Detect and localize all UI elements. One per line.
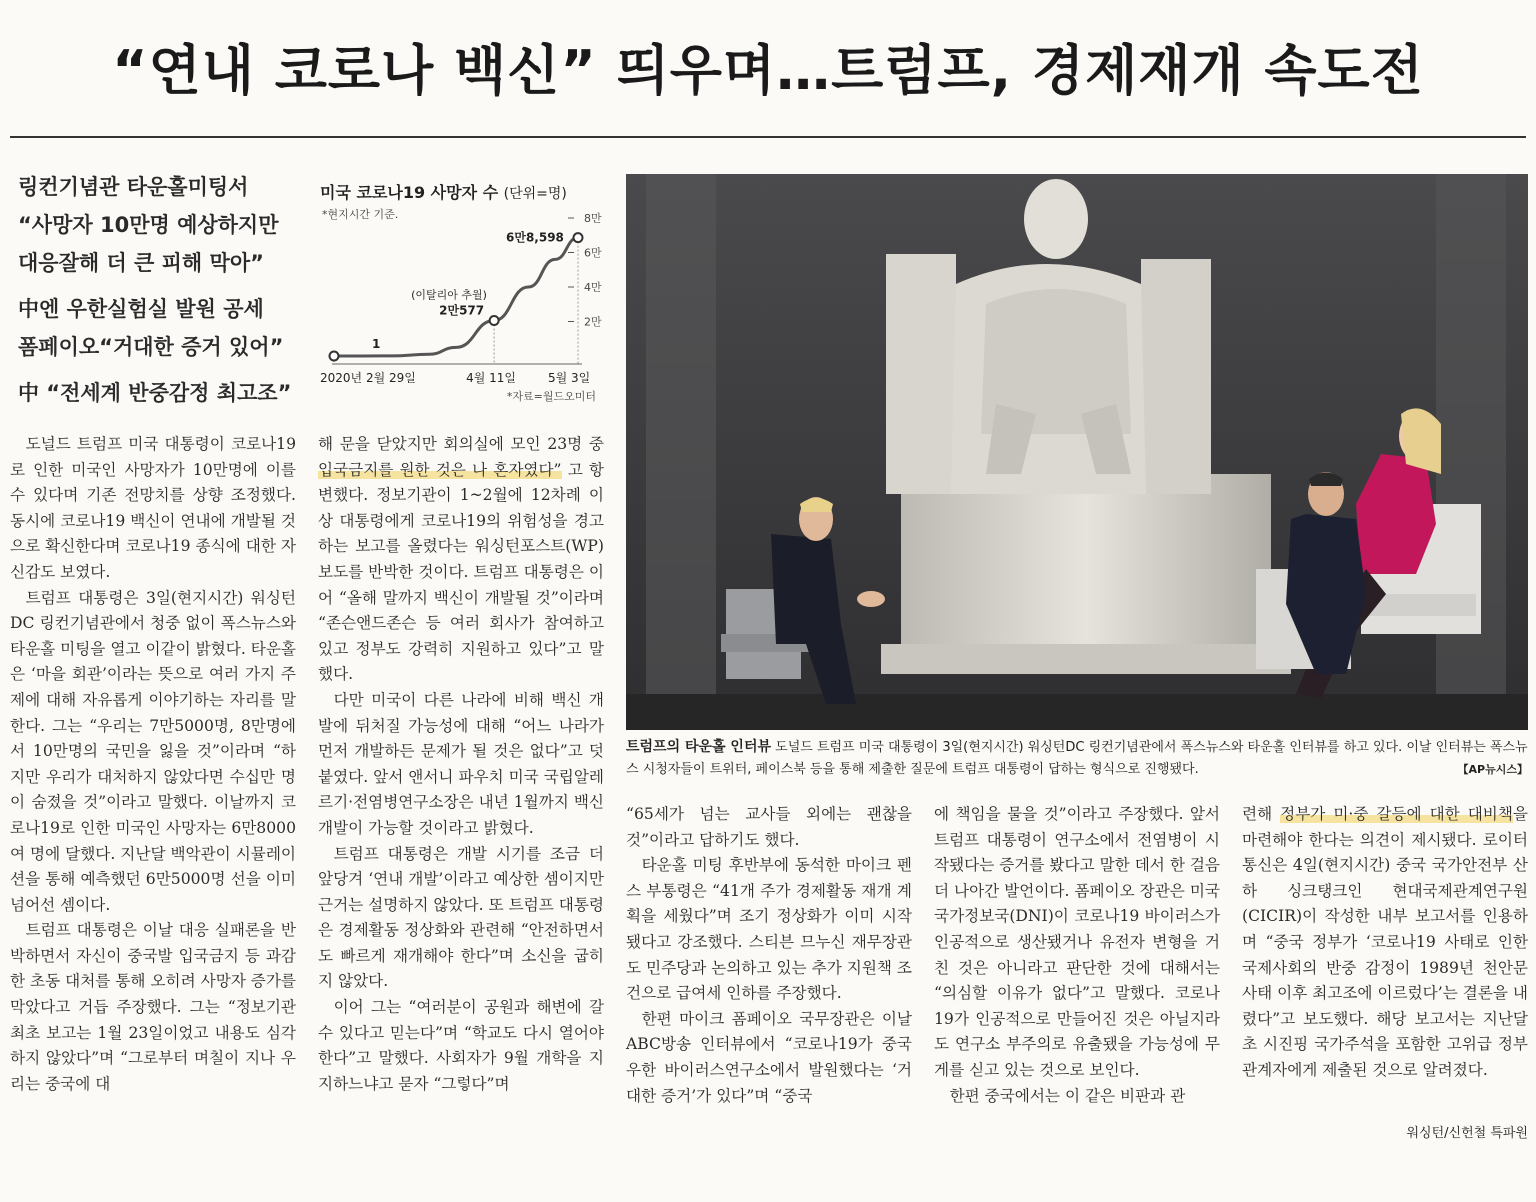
subhead-line: 링컨기념관 타운홀미팅서 <box>18 175 249 199</box>
y-tick-label: 2만 <box>584 315 602 329</box>
highlighted-phrase: 정부가 미·중 갈등에 대한 대비책 <box>1280 805 1513 823</box>
caption-text: 도널드 트럼프 미국 대통령이 3일(현지시간) 워싱턴DC 링컨기념관에서 폭스뉴스와 타운홀 인터뷰를 하고 있다. 이날 인터뷰는 폭스뉴스 시청자들이 트위터, 페이스북 등을 통해 제출한 질문에 트럼프 대통령이 답하는 형식으로 진행됐다. <box>626 740 1528 777</box>
photo-credit: 【AP뉴시스】 <box>1457 763 1528 776</box>
subhead-line: 폼페이오“거대한 증거 있어” <box>18 335 284 359</box>
paragraph: 에 책임을 물을 것”이라고 주장했다. 앞서 트럼프 대통령이 연구소에서 전염병이 시작됐다는 증거를 봤다고 말한 데서 한 걸음 더 나아간 발언이다. 폼페이오 장관은 미국 국가정보국(DNI)이 코로나19 바이러스가 인공적으로 생산됐거나 유전자 변형을 거친 것은 아니라고 판단한 것에 대해서는 “의심할 이유가 없다”고 말했다. 코로나19가 인공적으로 만들어진 것은 아닐지라도 연구소 부주의로 유출됐을 가능성에 무게를 싣고 있는 것으로 보인다. <box>934 805 1220 1079</box>
byline: 워싱턴/신헌철 특파원 <box>1406 1126 1528 1141</box>
subhead-line: “사망자 10만명 예상하지만 <box>18 213 279 237</box>
article-column-4 <box>934 802 1220 1109</box>
paragraph: 한편 마이크 폼페이오 국무장관은 이날 ABC방송 인터뷰에서 “코로나19가 중국 우한 바이러스연구소에서 발원했다는 ‘거대한 증거’가 있다”며 “중국 <box>626 1009 912 1105</box>
subheadlines <box>18 168 300 412</box>
data-point <box>574 233 583 242</box>
paragraph: “65세가 넘는 교사들 외에는 괜찮을 것”이라고 답하기도 했다. <box>626 805 912 849</box>
article-column-2 <box>318 432 604 1097</box>
paragraph: 련해 정부가 미·중 갈등에 대한 대비책을 마련해야 한다는 의견이 제시됐다. 로이터통신은 4일(현지시간) 중국 국가안전부 산하 싱크탱크인 현대국제관계연구원(CICIR)이 작성한 내부 보고서를 인용하며 “중국 정부가 ‘코로나19 사태로 인한 국제사회의 반중 감정이 1989년 천안문 사태 이후 최고조에 이르렀다’는 결론을 내렸다”고 보도했다. 해당 보고서는 지난달 초 시진핑 국가주석을 포함한 고위급 정부 관계자에게 제출된 것으로 알려졌다. <box>1242 805 1528 1079</box>
data-point <box>330 351 339 360</box>
chart-title: 미국 코로나19 사망자 수 (단위=명) <box>320 183 567 202</box>
subhead-line: 中엔 우한실험실 발원 공세 <box>18 297 264 321</box>
paragraph: 트럼프 대통령은 개발 시기를 조금 더 앞당겨 ‘연내 개발’이라고 예상한 셈이지만 근거는 설명하지 않았다. 또 트럼프 대통령은 경제활동 정상화와 관련해 “안전하면서도 빠르게 재개해야 한다”며 소신을 굽히지 않았다. <box>318 844 604 991</box>
chart-unit: (단위=명) <box>503 186 567 202</box>
photo-trump-townhall <box>626 174 1528 730</box>
x-tick-label: 2020년 2월 29일 <box>320 371 416 385</box>
subhead-line: 대응잘해 더 큰 피해 막아” <box>18 251 264 275</box>
headline: “연내 코로나 백신” 띄우며…트럼프, 경제재개 속도전 <box>112 39 1424 102</box>
data-label: 6만8,598 <box>506 230 564 245</box>
photo-caption <box>626 736 1528 781</box>
caption-title: 트럼프의 타운홀 인터뷰 <box>626 739 771 755</box>
article-column-5 <box>1242 802 1528 1084</box>
article-column-1 <box>10 432 296 1097</box>
y-tick-label: 6만 <box>584 246 602 260</box>
x-tick-label: 5월 3일 <box>548 371 591 385</box>
y-tick-label: 4만 <box>584 281 602 294</box>
x-tick-label: 4월 11일 <box>466 371 517 385</box>
paragraph: 한편 중국에서는 이 같은 비판과 관 <box>949 1086 1186 1105</box>
chart-source: *자료=월드오미터 <box>506 390 596 403</box>
deaths-chart <box>314 176 610 408</box>
chart-plot <box>314 176 610 408</box>
paragraph: 도널드 트럼프 미국 대통령이 코로나19로 인한 미국인 사망자가 10만명에 이를 수 있다며 기존 전망치를 상향 조정했다. 동시에 코로나19 백신이 연내에 개발될 것으로 확신한다며 코로나19 종식에 대한 자신감도 보였다. <box>10 435 296 581</box>
paragraph: 트럼프 대통령은 3일(현지시간) 워싱턴DC 링컨기념관에서 청중 없이 폭스뉴스와 타운홀 미팅을 열고 이같이 밝혔다. 타운홀은 ‘마을 회관’이라는 뜻으로 여러 가지 주제에 대해 자유롭게 이야기하는 자리를 말한다. 그는 “우리는 7만5000명, 8만명에서 10만명의 국민을 잃을 것”이라며 “하지만 우리가 대처하지 않았다면 수십만 명이 숨졌을 것”이라고 말했다. 이날까지 코로나19로 인한 미국인 사망자는 6만8000여 명에 달했다. 지난달 백악관이 시뮬레이션을 통해 예측했던 6만5000명 선을 이미 넘어선 셈이다. <box>10 588 296 914</box>
data-label: 2만577 <box>439 303 485 318</box>
paragraph: 트럼프 대통령은 이날 대응 실패론을 반박하면서 자신이 중국발 입국금지 등 과감한 초동 대처를 통해 오히려 사망자 증가를 막았다고 거듭 주장했다. 그는 “정보기관 최초 보고는 1월 23일이었고 내용도 심각하지 않았다”며 “그로부터 며칠이 지나 우리는 중국에 대 <box>10 921 296 1093</box>
chart-note: *현지시간 기준. <box>322 208 399 221</box>
data-point <box>490 316 499 325</box>
annotation-italy: (이탈리아 추월) <box>411 288 487 302</box>
paragraph: 해 문을 닫았지만 회의실에 모인 23명 중 입국금지를 원한 것은 나 혼자였다” 고 항변했다. 정보기관이 1~2월에 12차례 이상 대통령에게 코로나19의 위험성을 경고하는 보고를 올렸다는 워싱턴포스트(WP) 보도를 반박한 것이다. 트럼프 대통령은 이어 “올해 말까지 백신이 개발될 것”이라며 “존슨앤드존슨 등 여러 회사가 참여하고 있고 정부도 강력히 지원하고 있다”고 말했다. <box>318 435 604 684</box>
paragraph: 이어 그는 “여러분이 공원과 해변에 갈 수 있다고 믿는다”며 “학교도 다시 열어야 한다”고 말했다. 사회자가 9월 개학을 지지하느냐고 묻자 “그렇다”며 <box>318 998 604 1093</box>
y-tick-label: 8만 <box>584 212 602 225</box>
paragraph: 다만 미국이 다른 나라에 비해 백신 개발에 뒤처질 가능성에 대해 “어느 나라가 먼저 개발하든 문제가 될 것은 없다”고 덧붙였다. 앞서 앤서니 파우치 미국 국립알레르기·전염병연구소장은 내년 1월까지 백신 개발이 가능할 것이라고 밝혔다. <box>318 690 604 837</box>
data-label: 1 <box>372 336 381 351</box>
paragraph: 타운홀 미팅 후반부에 동석한 마이크 펜스 부통령은 “41개 주가 경제활동 재개 계획을 세웠다”며 조기 정상화가 이미 시작됐다고 강조했다. 스티븐 므누신 재무장관도 민주당과 논의하고 있는 추가 지원책 조건으로 급여세 인하를 주장했다. <box>626 856 912 1003</box>
article-column-3 <box>626 802 912 1109</box>
subhead-line: 中 “전세계 반중감정 최고조” <box>18 381 292 405</box>
headline-rule <box>10 136 1526 138</box>
highlighted-quote: 입국금지를 원한 것은 나 혼자였다” <box>318 460 562 479</box>
